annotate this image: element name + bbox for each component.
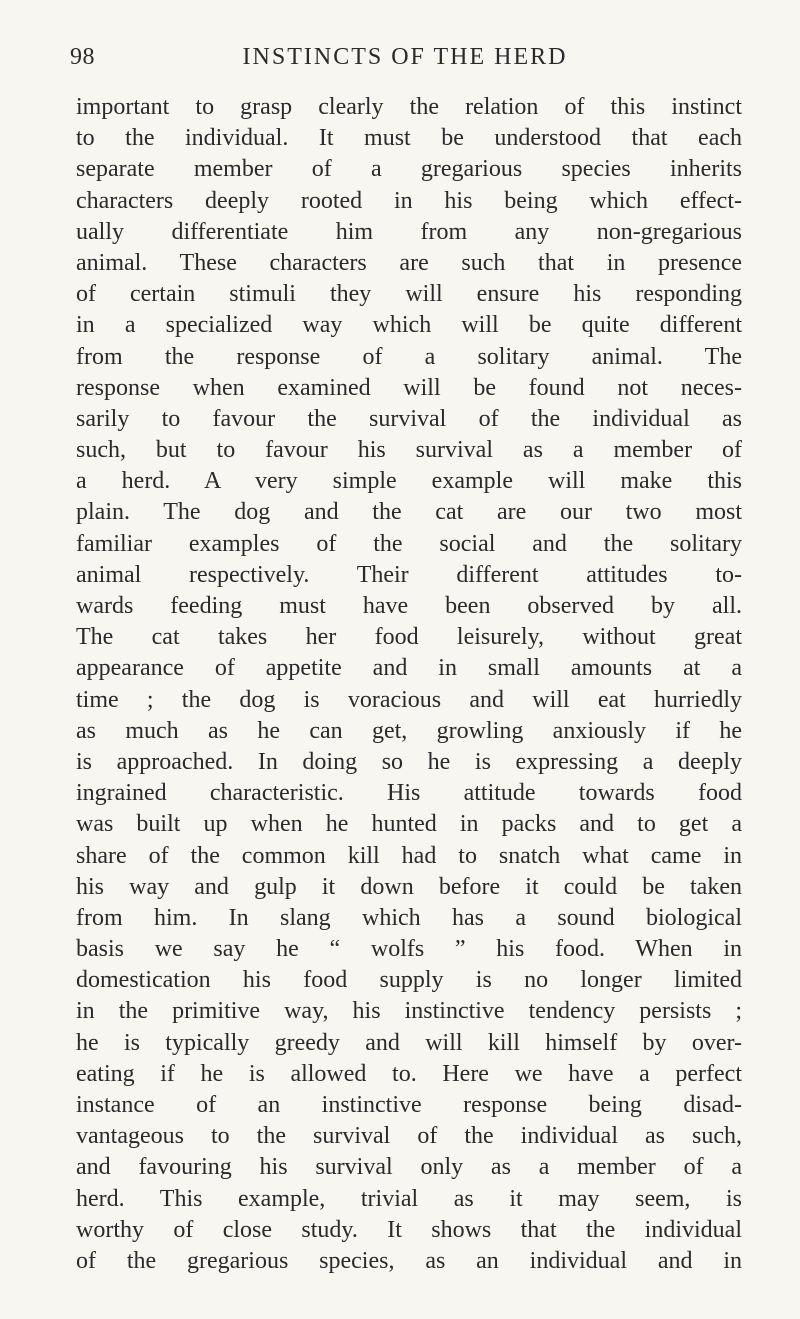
text-line: time ; the dog is voracious and will eat hurriedly	[76, 686, 742, 713]
body-text	[76, 92, 742, 1277]
text-line: basis we say he “ wolfs ” his food. When in	[76, 936, 742, 963]
text-line: from him. In slang which has a sound biological	[76, 904, 742, 931]
text-line: as much as he can get, growling anxiously if he	[76, 717, 742, 744]
text-line: is approached. In doing so he is expressing a deeply	[76, 748, 742, 775]
text-line: plain. The dog and the cat are our two most	[76, 499, 742, 526]
text-line: of certain stimuli they will ensure his responding	[76, 281, 742, 308]
text-line: vantageous to the survival of the individual as such,	[76, 1123, 742, 1150]
text-line: he is typically greedy and will kill himself by over-	[76, 1029, 742, 1056]
page-number: 98	[70, 44, 95, 70]
text-line: in a specialized way which will be quite different	[76, 312, 742, 339]
text-line: his way and gulp it down before it could be taken	[76, 873, 742, 900]
text-line: and favouring his survival only as a member of a	[76, 1154, 742, 1181]
text-line: sarily to favour the survival of the individual as	[76, 405, 742, 432]
text-line: characters deeply rooted in his being which effect-	[76, 187, 742, 214]
text-line: separate member of a gregarious species inherits	[76, 156, 742, 183]
text-line: familiar examples of the social and the solitary	[76, 530, 742, 557]
text-line: such, but to favour his survival as a member of	[76, 437, 742, 464]
text-line: to the individual. It must be understood that each	[76, 125, 742, 152]
text-line: appearance of appetite and in small amounts at a	[76, 655, 742, 682]
text-line: share of the common kill had to snatch what came in	[76, 842, 742, 869]
page-header	[70, 44, 710, 84]
text-line: important to grasp clearly the relation of this instinct	[76, 94, 742, 120]
text-line: animal. These characters are such that in presence	[76, 249, 742, 276]
text-line: was built up when he hunted in packs and to get a	[76, 811, 742, 838]
text-line: domestication his food supply is no longer limited	[76, 967, 742, 994]
text-line: animal respectively. Their different attitudes to-	[76, 561, 742, 588]
text-line: eating if he is allowed to. Here we have a perfect	[76, 1060, 742, 1087]
running-title: INSTINCTS OF THE HERD	[242, 44, 568, 70]
text-line: in the primitive way, his instinctive tendency persists ;	[76, 998, 742, 1025]
text-line: wards feeding must have been observed by all.	[76, 593, 742, 619]
text-line: response when examined will be found not neces-	[76, 374, 742, 401]
text-line: ually differentiate him from any non-gregarious	[76, 218, 742, 245]
text-line: The cat takes her food leisurely, without great	[76, 624, 742, 651]
text-line: instance of an instinctive response being disad-	[76, 1092, 742, 1118]
text-line: ingrained characteristic. His attitude towards food	[76, 780, 742, 807]
text-line: of the gregarious species, as an individual and in	[76, 1247, 742, 1274]
text-line: herd. This example, trivial as it may seem, is	[76, 1185, 742, 1212]
text-line: from the response of a solitary animal. The	[76, 343, 742, 370]
text-line: worthy of close study. It shows that the individual	[76, 1216, 742, 1243]
text-line: a herd. A very simple example will make this	[76, 468, 742, 495]
